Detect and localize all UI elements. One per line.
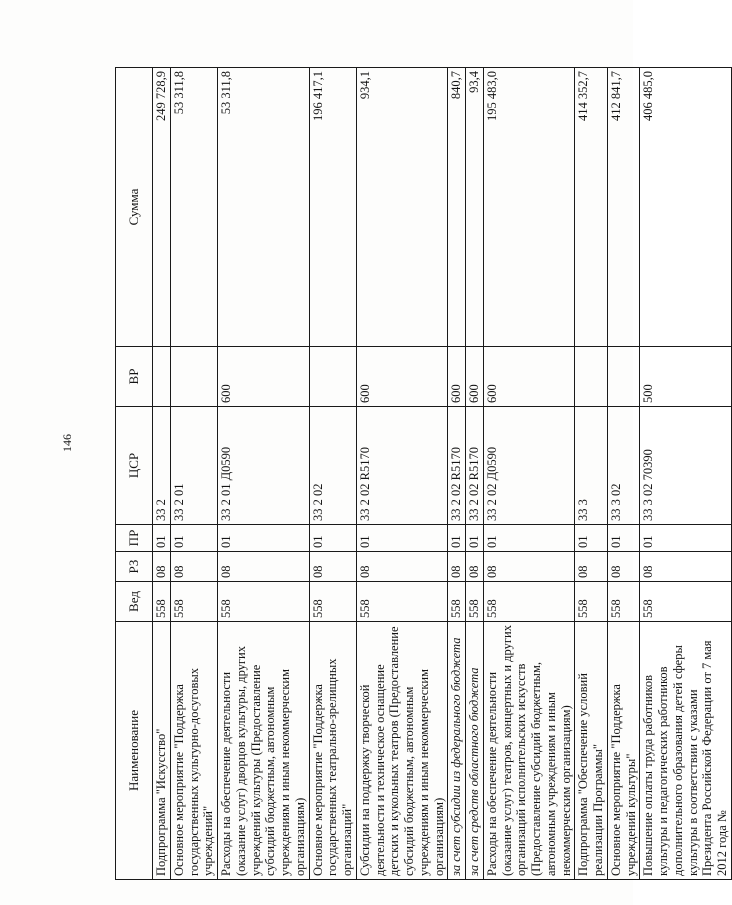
row-vr: 600 [448,347,466,407]
table-row [575,68,608,880]
row-name: Основное мероприятие "Поддержка государственных культурно-досуговых учреждений" [170,622,217,880]
row-vr [575,347,608,407]
row-vr [170,347,217,407]
row-name: Расходы на обеспечение деятельности (оказание услуг) театров, концертных и других организаций исполнительских искусств (Предоставление субсидий бюджетным, автономным учреждениям и иным некоммерческим организациям) [483,622,575,880]
row-ved: 558 [483,582,575,622]
row-sum: 53 311,8 [170,68,217,347]
row-pr: 01 [153,525,171,552]
row-sum: 195 483,0 [483,68,575,347]
row-csr: 33 2 02 [309,407,356,525]
row-ved: 558 [170,582,217,622]
row-rz: 08 [170,552,217,582]
row-vr: 600 [483,347,575,407]
table-row [466,68,484,880]
row-pr: 01 [309,525,356,552]
row-rz: 08 [483,552,575,582]
row-ved: 558 [575,582,608,622]
row-pr: 01 [466,525,484,552]
table-row [640,68,732,880]
header-rz: РЗ [116,552,153,582]
row-name: Субсидии на поддержку творческой деятельности и техническое оснащение детских и кукольных театров (Предоставление субсидий бюджетным, автономным учреждениям и иным некоммерческим организациям) [356,622,448,880]
row-rz: 08 [466,552,484,582]
row-ved: 558 [640,582,732,622]
row-ved: 558 [153,582,171,622]
row-rz: 08 [309,552,356,582]
row-csr: 33 2 02 R5170 [356,407,448,525]
table-row [218,68,310,880]
row-rz: 08 [640,552,732,582]
row-name: Повышение оплаты труда работников культуры и педагогических работников дополнительного образования детей сферы культуры в соответствии с указами Президента Российской Федерации от 7 мая 2012 года № [640,622,732,880]
budget-table-rotated [115,68,729,880]
table-row [356,68,448,880]
row-pr: 01 [575,525,608,552]
row-name: Подпрограмма "Обеспечение условий реализации Программы" [575,622,608,880]
row-rz: 08 [607,552,640,582]
row-name: за счет средств областного бюджета [466,622,484,880]
row-sum: 934,1 [356,68,448,347]
header-pr: ПР [116,525,153,552]
row-csr: 33 3 02 [607,407,640,525]
table-row [153,68,171,880]
table-row [170,68,217,880]
row-rz: 08 [218,552,310,582]
row-vr [153,347,171,407]
header-name: Наименование [116,622,153,880]
header-csr: ЦСР [116,407,153,525]
row-vr: 600 [356,347,448,407]
row-ved: 558 [448,582,466,622]
row-sum: 93,4 [466,68,484,347]
row-pr: 01 [218,525,310,552]
row-pr: 01 [356,525,448,552]
row-csr: 33 2 01 Д0590 [218,407,310,525]
row-rz: 08 [153,552,171,582]
row-csr: 33 2 01 [170,407,217,525]
row-pr: 01 [640,525,732,552]
table-header-row [116,68,153,880]
row-vr: 600 [218,347,310,407]
row-csr: 33 3 02 70390 [640,407,732,525]
row-ved: 558 [466,582,484,622]
page-number: 146 [60,434,74,452]
row-csr: 33 2 02 R5170 [448,407,466,525]
row-ved: 558 [356,582,448,622]
row-vr: 500 [640,347,732,407]
row-rz: 08 [448,552,466,582]
row-vr: 600 [466,347,484,407]
row-sum: 412 841,7 [607,68,640,347]
row-vr [607,347,640,407]
row-ved: 558 [309,582,356,622]
budget-table [115,67,732,880]
header-sum: Сумма [116,68,153,347]
header-vr: ВР [116,347,153,407]
row-name: за счет субсидии из федерального бюджета [448,622,466,880]
header-ved: Вед [116,582,153,622]
table-row [309,68,356,880]
row-sum: 406 485,0 [640,68,732,347]
row-pr: 01 [483,525,575,552]
table-row [607,68,640,880]
row-name: Основное мероприятие "Поддержка государственных театрально-зрелищных организаций" [309,622,356,880]
row-sum: 53 311,8 [218,68,310,347]
row-name: Основное мероприятие "Поддержка учреждений культуры" [607,622,640,880]
row-ved: 558 [218,582,310,622]
row-csr: 33 2 02 Д0590 [483,407,575,525]
row-sum: 414 352,7 [575,68,608,347]
row-vr [309,347,356,407]
row-sum: 196 417,1 [309,68,356,347]
row-name: Подпрограмма "Искусство" [153,622,171,880]
row-csr: 33 3 [575,407,608,525]
row-csr: 33 2 [153,407,171,525]
row-pr: 01 [607,525,640,552]
table-row [483,68,575,880]
row-ved: 558 [607,582,640,622]
row-rz: 08 [575,552,608,582]
row-pr: 01 [448,525,466,552]
row-name: Расходы на обеспечение деятельности (оказание услуг) дворцов культуры, других учреждений культуры (Предоставление субсидий бюджетным, автономным учреждениям и иным некоммерческим организациям) [218,622,310,880]
row-rz: 08 [356,552,448,582]
row-sum: 249 728,9 [153,68,171,347]
row-pr: 01 [170,525,217,552]
table-row [448,68,466,880]
row-csr: 33 2 02 R5170 [466,407,484,525]
row-sum: 840,7 [448,68,466,347]
